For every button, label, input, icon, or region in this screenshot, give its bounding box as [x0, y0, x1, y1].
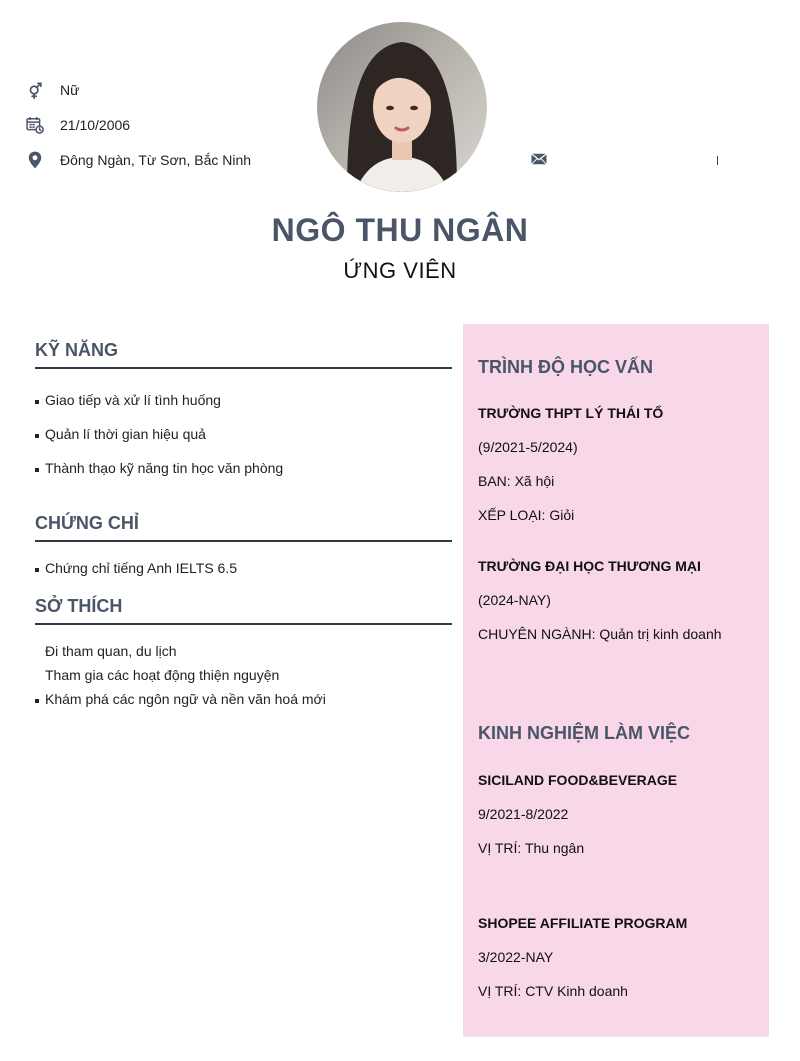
envelope-icon	[530, 150, 548, 173]
address-value: Đông Ngàn, Từ Sơn, Bắc Ninh	[60, 152, 252, 168]
list-item: Giao tiếp và xử lí tình huống	[35, 383, 452, 417]
list-item: Quản lí thời gian hiệu quả	[35, 417, 452, 451]
bullet-icon	[35, 699, 39, 703]
bullet-icon	[35, 568, 39, 572]
job-company: SHOPEE AFFILIATE PROGRAM	[478, 915, 688, 931]
gender-icon	[24, 79, 46, 101]
job-period: 9/2021-8/2022	[478, 806, 569, 822]
candidate-name: NGÔ THU NGÂN	[271, 212, 529, 248]
job-position: VỊ TRÍ: Thu ngân	[478, 840, 585, 856]
job-period: 3/2022-NAY	[478, 949, 554, 965]
school-detail: CHUYÊN NGÀNH: Quản trị kinh doanh	[478, 626, 722, 642]
job-position: VỊ TRÍ: CTV Kinh doanh	[478, 983, 628, 999]
school-detail: XẾP LOẠI: Giỏi	[478, 507, 575, 523]
gender-value: Nữ	[60, 82, 80, 98]
school-name: TRƯỜNG THPT LÝ THÁI TỔ	[478, 405, 664, 421]
hobbies-title: SỞ THÍCH	[35, 596, 452, 625]
left-column	[35, 340, 452, 711]
skills-title: KỸ NĂNG	[35, 340, 452, 369]
skills-list	[35, 383, 452, 485]
certificates-list	[35, 556, 452, 580]
email-row	[530, 150, 568, 173]
candidate-role: ỨNG VIÊN	[343, 258, 457, 283]
school-period: (2024-NAY)	[478, 592, 551, 608]
text-cursor	[717, 156, 718, 165]
school-detail: BAN: Xã hội	[478, 473, 555, 489]
list-item: Chứng chỉ tiếng Anh IELTS 6.5	[35, 556, 452, 580]
job-company: SICILAND FOOD&BEVERAGE	[478, 772, 678, 788]
list-item: Thành thạo kỹ năng tin học văn phòng	[35, 451, 452, 485]
list-item: Khám phá các ngôn ngữ và nền văn hoá mới	[35, 687, 452, 711]
bullet-icon	[35, 434, 39, 438]
address-row	[24, 149, 251, 171]
bullet-icon	[35, 400, 39, 404]
avatar	[317, 22, 487, 192]
calendar-icon	[24, 114, 46, 136]
list-item: Đi tham quan, du lịch	[45, 643, 177, 659]
list-item: Tham gia các hoạt động thiện nguyện	[45, 667, 280, 683]
birthdate-value: 21/10/2006	[60, 117, 131, 133]
hobbies-list	[35, 639, 452, 711]
location-pin-icon	[24, 149, 46, 171]
birthdate-row	[24, 114, 130, 136]
certificates-title: CHỨNG CHỈ	[35, 513, 452, 542]
education-title: TRÌNH ĐỘ HỌC VẤN	[478, 357, 653, 377]
bullet-icon	[35, 468, 39, 472]
school-name: TRƯỜNG ĐẠI HỌC THƯƠNG MẠI	[478, 558, 701, 574]
experience-title: KINH NGHIỆM LÀM VIỆC	[478, 723, 691, 743]
gender-row	[24, 79, 79, 101]
right-panel	[463, 324, 769, 1037]
school-period: (9/2021-5/2024)	[478, 439, 578, 455]
